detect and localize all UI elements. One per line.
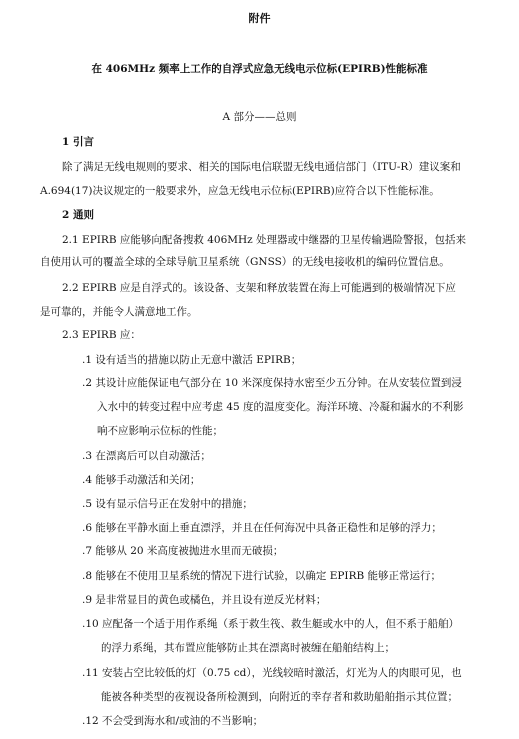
item-4: .4 能够手动激活和关闭； [82, 474, 201, 486]
clause-2-2-line-2: 是可靠的，并能令人满意地工作。 [40, 306, 198, 318]
section-1-paragraph-line-2: A.694(17)决议规定的一般要求外，应急无线电示位标(EPIRB)应符合以下性能标准。 [40, 185, 440, 197]
section-1-paragraph-line-1: 除了满足无线电规则的要求、相关的国际电信联盟无线电通信部门（ITU-R）建议案和 [62, 161, 461, 173]
clause-2-1-line-2: 自使用认可的覆盖全球的全球导航卫星系统（GNSS）的无线电接收机的编码位置信息。 [40, 256, 450, 268]
item-2-line-2: 入水中的转变过程中应考虑 45 度的温度变化。海洋环境、冷凝和漏水的不利影 [97, 401, 464, 413]
clause-2-1-line-1: 2.1 EPIRB 应能够向配备搜救 406MHz 处理器或中继器的卫星传输遇险警报，包括来 [62, 234, 467, 246]
item-5: .5 设有显示信号正在发射中的措施； [82, 498, 253, 510]
item-3: .3 在漂离后可以自动激活； [82, 450, 211, 462]
document-title: 在 406MHz 频率上工作的自浮式应急无线电示位标(EPIRB)性能标准 [91, 63, 428, 75]
item-11-line-1: .11 安装占空比较低的灯（0.75 cd），光线较暗时激活，灯光为人的肉眼可见，也 [82, 667, 462, 679]
item-8: .8 能够在不使用卫星系统的情况下进行试验，以确定 EPIRB 能够正常运行； [82, 570, 442, 582]
attachment-label: 附件 [248, 12, 271, 25]
item-6: .6 能够在平静水面上垂直漂浮，并且在任何海况中具备正稳性和足够的浮力； [82, 522, 442, 534]
clause-2-3: 2.3 EPIRB 应： [62, 329, 141, 341]
part-heading: A 部分——总则 [222, 111, 297, 123]
item-10-line-1: .10 应配备一个适于用作系绳（系于救生筏、救生艇或水中的人，但不系于船舶） [82, 618, 460, 630]
item-7: .7 能够从 20 米高度被抛进水里而无破损； [82, 545, 284, 557]
item-9: .9 是非常显目的黄色或橘色，并且设有逆反光材料； [82, 594, 327, 606]
item-11-line-2: 能被各种类型的夜视设备所检测到，向附近的幸存者和救助船舶指示其位置； [101, 691, 458, 703]
item-12: .12 不会受到海水和/或油的不当影响； [82, 715, 264, 727]
section-1-heading: 1 引言 [62, 136, 94, 148]
item-2-line-1: .2 其设计应能保证电气部分在 10 米深度保持水密至少五分钟。在从安装位置到浸 [82, 377, 462, 389]
clause-2-2-line-1: 2.2 EPIRB 应是自浮式的。该设备、支架和释放装置在海上可能遇到的极端情况下应 [62, 282, 456, 294]
section-2-heading: 2 通则 [62, 209, 94, 221]
item-1: .1 设有适当的措施以防止无意中激活 EPIRB； [82, 354, 302, 366]
item-2-line-3: 响不应影响示位标的性能； [97, 425, 223, 437]
item-10-line-2: 的浮力系绳，其布置应能够防止其在漂离时被缠在船舶结构上； [101, 642, 395, 654]
